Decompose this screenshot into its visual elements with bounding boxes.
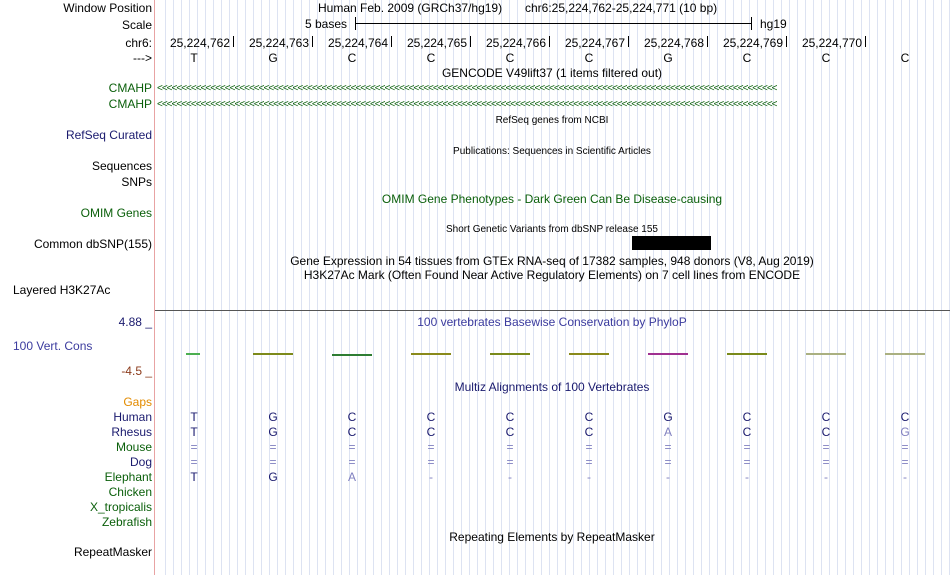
sequence-base: C <box>347 51 357 65</box>
multiz-track-title: Multiz Alignments of 100 Vertebrates <box>454 380 650 394</box>
h3k27ac-track-label[interactable]: Layered H3K27Ac <box>13 283 111 297</box>
ruler-coordinate: 25,224,765 <box>406 36 467 50</box>
ruler-tick <box>628 36 629 47</box>
conservation-bar <box>806 353 846 355</box>
conservation-bar <box>569 353 609 355</box>
ruler-tick <box>786 36 787 47</box>
position-text[interactable]: chr6:25,224,762-25,224,771 (10 bp) <box>525 1 718 15</box>
dbsnp-variant-feature[interactable] <box>632 236 711 250</box>
multiz-base: = <box>585 440 593 454</box>
multiz-base: = <box>901 455 909 469</box>
sequence-base: C <box>584 51 594 65</box>
sequence-base: T <box>190 51 198 65</box>
gencode-item-label[interactable]: CMAHP <box>108 97 152 111</box>
sequence-base: G <box>663 51 673 65</box>
multiz-base: T <box>190 470 198 484</box>
multiz-base: = <box>348 455 356 469</box>
multiz-base: C <box>900 410 910 424</box>
multiz-base: = <box>743 440 751 454</box>
multiz-species-label[interactable]: Rhesus <box>111 425 152 439</box>
multiz-base: = <box>585 455 593 469</box>
multiz-base: = <box>269 455 277 469</box>
conservation-bar <box>885 353 925 355</box>
assembly-name: Human Feb. 2009 (GRCh37/hg19) <box>318 1 503 15</box>
scale-text: 5 bases <box>305 17 348 31</box>
conservation-track-title: 100 vertebrates Basewise Conservation by PhyloP <box>417 315 687 329</box>
multiz-base: G <box>268 425 278 439</box>
multiz-species-label[interactable]: Mouse <box>115 440 152 454</box>
window-position-label: Window Position <box>63 1 152 15</box>
multiz-species-label[interactable]: Dog <box>129 455 152 469</box>
db-name: hg19 <box>760 17 787 31</box>
ruler-coordinate: 25,224,767 <box>564 36 625 50</box>
conservation-bar <box>253 353 293 355</box>
multiz-base: = <box>427 455 435 469</box>
track-divider <box>155 310 950 311</box>
multiz-base: C <box>347 410 357 424</box>
multiz-base: = <box>506 440 514 454</box>
multiz-base: C <box>584 425 594 439</box>
multiz-base: C <box>742 425 752 439</box>
conservation-bar <box>332 354 372 356</box>
multiz-base: G <box>268 410 278 424</box>
gencode-item-label[interactable]: CMAHP <box>108 81 152 95</box>
sequence-base: C <box>821 51 831 65</box>
multiz-base: = <box>822 455 830 469</box>
conservation-bar <box>648 353 688 355</box>
gencode-track-title: GENCODE V49lift37 (1 items filtered out) <box>441 66 663 80</box>
multiz-base: = <box>348 440 356 454</box>
multiz-base: C <box>505 410 515 424</box>
conservation-bar <box>727 353 767 355</box>
refseq-track-title: RefSeq genes from NCBI <box>495 115 609 126</box>
cons-ymax-label: 4.88 _ <box>118 315 152 329</box>
ruler-coordinate: 25,224,768 <box>643 36 704 50</box>
gencode-gene-feature[interactable]: <<<<<<<<<<<<<<<<<<<<<<<<<<<<<<<<<<<<<<<<<<<<<<<<<<<<<<<<<<<<<<<<<<<<<<<<<<<<<<<<<<<<<<<<<<<<<<<<<<<<<<<<<<<<<<<<<<<<<<<<<<<<<<<< <box>157 100 777 109</box>
repeatmasker-track-title: Repeating Elements by RepeatMasker <box>449 530 655 544</box>
conservation-bar <box>186 353 200 355</box>
multiz-species-label[interactable]: Human <box>113 410 152 424</box>
multiz-base: = <box>506 455 514 469</box>
scale-label: Scale <box>121 18 152 32</box>
repeatmasker-track-label[interactable]: RepeatMasker <box>73 545 152 559</box>
multiz-base: - <box>429 470 433 484</box>
ruler-tick <box>312 36 313 47</box>
multiz-base: C <box>505 425 515 439</box>
multiz-base: A <box>347 470 356 484</box>
omim-track-title: OMIM Gene Phenotypes - Dark Green Can Be Disease-causing <box>381 192 723 206</box>
ruler-tick <box>391 36 392 47</box>
cons-ymin-label: -4.5 _ <box>121 364 152 378</box>
multiz-base: C <box>347 425 357 439</box>
multiz-species-label[interactable]: Elephant <box>104 470 152 484</box>
ruler-coordinate: 25,224,766 <box>485 36 546 50</box>
sequence-base: C <box>900 51 910 65</box>
sequence-base: G <box>268 51 278 65</box>
conservation-track-label[interactable]: 100 Vert. Cons <box>13 339 93 353</box>
multiz-species-label[interactable]: X_tropicalis <box>89 500 152 514</box>
ruler-coordinate: 25,224,770 <box>801 36 862 50</box>
multiz-base: - <box>666 470 670 484</box>
multiz-base: C <box>426 425 436 439</box>
gtex-track-title: Gene Expression in 54 tissues from GTEx RNA-seq of 17382 samples, 948 donors (V8, Aug 2019) <box>290 254 814 268</box>
multiz-base: G <box>268 470 278 484</box>
omim-track-label[interactable]: OMIM Genes <box>80 206 152 220</box>
multiz-base: - <box>903 470 907 484</box>
multiz-base: - <box>824 470 828 484</box>
scale-bar-right-tick <box>751 17 752 30</box>
strand-label: ---> <box>133 51 152 65</box>
ruler-tick <box>865 36 866 47</box>
dbsnp-track-label[interactable]: Common dbSNP(155) <box>33 237 152 251</box>
ruler-coordinate: 25,224,762 <box>169 36 230 50</box>
sequences-track-label[interactable]: Sequences <box>91 159 152 173</box>
multiz-base: = <box>427 440 435 454</box>
label-separator <box>154 0 155 575</box>
ruler-coordinate: 25,224,764 <box>327 36 388 50</box>
h3k27ac-track-title: H3K27Ac Mark (Often Found Near Active Regulatory Elements) on 7 cell lines from ENCODE <box>303 268 801 282</box>
multiz-base: T <box>190 410 198 424</box>
multiz-base: = <box>664 440 672 454</box>
chrom-label: chr6: <box>125 36 152 50</box>
multiz-base: = <box>664 455 672 469</box>
dbsnp-track-title: Short Genetic Variants from dbSNP release 155 <box>446 224 658 235</box>
multiz-base: C <box>742 410 752 424</box>
multiz-species-label[interactable]: Chicken <box>108 485 152 499</box>
multiz-base: = <box>901 440 909 454</box>
sequence-base: C <box>426 51 436 65</box>
multiz-base: C <box>426 410 436 424</box>
multiz-base: = <box>190 440 198 454</box>
multiz-base: G <box>900 425 910 439</box>
multiz-species-label[interactable]: Zebrafish <box>101 515 152 529</box>
multiz-gaps-label: Gaps <box>123 395 152 409</box>
multiz-base: - <box>508 470 512 484</box>
multiz-base: C <box>821 425 831 439</box>
conservation-bar <box>490 353 530 355</box>
multiz-base: T <box>190 425 198 439</box>
ruler-tick <box>233 36 234 47</box>
multiz-base: - <box>587 470 591 484</box>
ruler-tick <box>549 36 550 47</box>
scale-bar <box>355 23 751 24</box>
multiz-base: C <box>584 410 594 424</box>
ruler-coordinate: 25,224,763 <box>248 36 309 50</box>
multiz-base: = <box>743 455 751 469</box>
ruler-tick <box>707 36 708 47</box>
multiz-base: = <box>269 440 277 454</box>
ruler-coordinate: 25,224,769 <box>722 36 783 50</box>
sequence-base: C <box>742 51 752 65</box>
multiz-base: G <box>663 410 673 424</box>
multiz-base: - <box>745 470 749 484</box>
multiz-base: = <box>822 440 830 454</box>
ruler-tick <box>470 36 471 47</box>
sequences-track-title: Publications: Sequences in Scientific Articles <box>453 146 651 157</box>
sequence-base: C <box>505 51 515 65</box>
refseq-track-label[interactable]: RefSeq Curated <box>65 128 152 142</box>
multiz-base: C <box>821 410 831 424</box>
multiz-base: = <box>190 455 198 469</box>
snps-group-label[interactable]: SNPs <box>121 175 152 189</box>
multiz-base: A <box>663 425 672 439</box>
gencode-gene-feature[interactable]: <<<<<<<<<<<<<<<<<<<<<<<<<<<<<<<<<<<<<<<<<<<<<<<<<<<<<<<<<<<<<<<<<<<<<<<<<<<<<<<<<<<<<<<<<<<<<<<<<<<<<<<<<<<<<<<<<<<<<<<<<<<<<<<< <box>157 84 777 93</box>
conservation-bar <box>411 353 451 355</box>
